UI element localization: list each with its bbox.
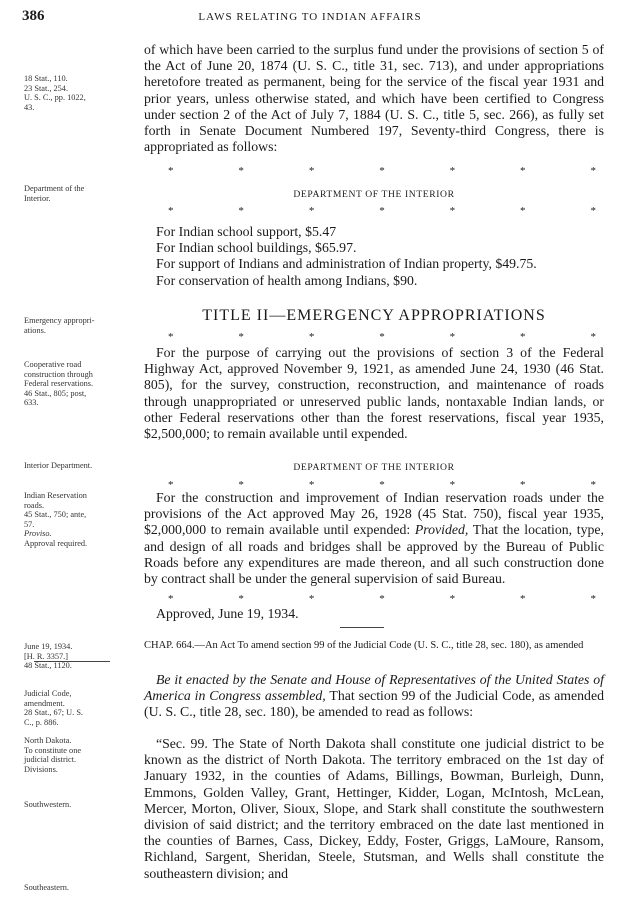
margin-note-line: Interior. (24, 193, 51, 203)
margin-note-line: Divisions. (24, 764, 58, 774)
margin-note-line: judicial district. (24, 755, 77, 765)
margin-note-interior-department (24, 461, 124, 471)
enacting-clause (144, 672, 604, 721)
paragraph-text (144, 490, 604, 587)
proviso-label: Provided, (414, 522, 469, 538)
page-header (22, 8, 598, 26)
stars-row: * * * * * * * (168, 593, 596, 605)
enacting-italic: Be it enacted by the Senate and House of Representatives of the United States of America in Congress assembled, (144, 672, 604, 704)
margin-note-line: U. S. C., pp. 1022, (24, 93, 86, 103)
margin-note-line: Approval required. (24, 538, 88, 548)
department-heading: DEPARTMENT OF THE INTERIOR (293, 462, 455, 473)
margin-note-line: Interior Department. (24, 461, 93, 470)
section-divider (340, 627, 384, 628)
margin-note-line: 57. (24, 519, 35, 529)
approved-text: Approved, June 19, 1934. (156, 606, 299, 621)
text-run: That section 99 of the Judicial Code, as amended (U. S. C., title 28, sec. 180), be amended to read as follows: (144, 688, 604, 720)
paragraph-text: “Sec. 99. The State of North Dakota shall constitute one judicial district to be known as the district of North Dakota. The territory embraced on the 1st day of January 1932, in the counties of Adams, Billings, Bowman, Burleigh, Dunn, Emmons, Golden Valley, Grant, Hettinger, Kidder, Logan, McIntosh, McLean, Mercer, Morton, Oliver, Sioux, Slope, and Stark shall constitute the southwestern division of said district; and the territory embraced on the date last mentioned in the counties of Barnes, Cass, Dickey, Eddy, Foster, Griggs, LaMoure, Ransom, Richland, Sargent, Sheridan, Steele, Stutsman, and Wells shall constitute the southeastern division; and (144, 736, 604, 881)
margin-note-line: Emergency appropri- (24, 316, 95, 325)
page-number: 386 (22, 8, 45, 24)
margin-note-act-date (24, 642, 124, 671)
paragraph-text (144, 672, 604, 721)
appropriation-item: For conservation of health among Indians, $90. (156, 272, 418, 288)
margin-note-line: Cooperative road (24, 360, 82, 369)
margin-note-judicial-code (24, 689, 124, 727)
paragraph-reservation-roads (144, 490, 604, 587)
stars-row: * * * * * * * (168, 479, 596, 491)
margin-note-line: Indian Reservation (24, 491, 87, 500)
running-title: LAWS RELATING TO INDIAN AFFAIRS (198, 11, 422, 23)
margin-note-line: 48 Stat., 1120. (24, 661, 72, 671)
margin-note-reservation-roads (24, 491, 124, 549)
margin-note-emergency (24, 316, 124, 335)
margin-note-line: 633. (24, 398, 39, 408)
margin-note-line: To constitute one (24, 745, 82, 755)
margin-note-line: construction through (24, 369, 93, 379)
margin-note-line: 43. (24, 102, 35, 112)
appropriation-items (144, 224, 604, 289)
stars-row: * * * * * * * (168, 165, 596, 177)
text-run: For the construction and improvement of Indian reservation roads under the provisions of the Act approved May 26, 1928 (45 Stat. 750), fiscal year 1935, $2,000,000 to remain available until expended: (144, 490, 604, 538)
appropriation-item: For support of Indians and administration of Indian property, $49.75. (156, 256, 537, 272)
margin-note-line: Federal reservations. (24, 379, 94, 389)
margin-note-road-construction (24, 360, 124, 408)
margin-note-line: June 19, 1934. (24, 642, 73, 651)
margin-note-line: [H. R. 3357.] (24, 651, 69, 661)
margin-note-line: Southwestern. (24, 800, 72, 809)
margin-note-southwestern (24, 800, 124, 810)
paragraph-text: of which have been carried to the surplus fund under the provisions of section 5 of the Act of June 20, 1874 (U. S. C., title 31, sec. 713), and under appropriations heretofore treated as permanent, being for the service of the fiscal year 1931 and prior years, unless otherwise stated, and which have been certified to Congress under section 2 of the Act of July 7, 1884 (U. S. C., title 5, sec. 266), as fully set forth in Senate Document Numbered 197, Seventy-third Congress, there is appropriated as follows: (144, 42, 604, 155)
margin-note-line: amendment. (24, 698, 65, 708)
margin-note-line: C., p. 886. (24, 717, 59, 727)
margin-note-line: Southeastern. (24, 883, 69, 892)
margin-note-statutes (24, 74, 124, 112)
margin-note-department (24, 184, 124, 203)
paragraph-highway-act (144, 345, 604, 442)
margin-note-line: roads. (24, 500, 45, 510)
stars-row: * * * * * * * (168, 205, 596, 217)
margin-note-line: 28 Stat., 67; U. S. (24, 708, 84, 718)
text-run: That the location, type, and design of all roads and bridges shall be approved by the Bureau of Public Roads before any expenditures are made thereon, and all such construction done by contract shall be under the general supervision of said Bureau. (144, 522, 604, 587)
margin-note-line: Judicial Code, (24, 689, 72, 698)
margin-note-line: 45 Stat., 750; ante, (24, 510, 87, 520)
margin-note-line: 46 Stat., 805; post, (24, 388, 87, 398)
margin-note-southeastern (24, 883, 124, 893)
chapter-text: CHAP. 664.—An Act To amend section 99 of the Judicial Code (U. S. C., title 28, sec. 180), as amended (144, 640, 584, 651)
paragraph-text: For the purpose of carrying out the provisions of section 3 of the Federal Highway Act, approved November 9, 1921, as amended June 24, 1930 (46 Stat. 805), for the survey, construction, reconstruction, and maintenance of roads through unappropriated or unreserved public lands, nontaxable Indian lands, or other Federal reservations other than the forest reservations, fiscal year 1935, $2,500,000; to remain available until expended. (144, 345, 604, 442)
department-heading: DEPARTMENT OF THE INTERIOR (293, 189, 455, 200)
margin-divider (34, 661, 110, 662)
margin-note-line: 23 Stat., 254. (24, 83, 69, 93)
margin-note-line: 18 Stat., 110. (24, 74, 68, 83)
chapter-heading (144, 640, 604, 653)
appropriation-item: For Indian school support, $5.47 (156, 224, 337, 239)
margin-note-line: Proviso. (24, 529, 52, 539)
title-heading: TITLE II—EMERGENCY APPROPRIATIONS (202, 307, 546, 324)
margin-note-line: Department of the (24, 184, 85, 193)
approved-line (144, 606, 604, 622)
paragraph-surplus-fund (144, 42, 604, 155)
margin-note-north-dakota (24, 736, 124, 774)
stars-row: * * * * * * * (168, 331, 596, 343)
section-99-text (144, 736, 604, 882)
appropriation-item: For Indian school buildings, $65.97. (156, 240, 357, 256)
margin-note-line: North Dakota. (24, 736, 72, 745)
margin-note-line: ations. (24, 325, 46, 335)
